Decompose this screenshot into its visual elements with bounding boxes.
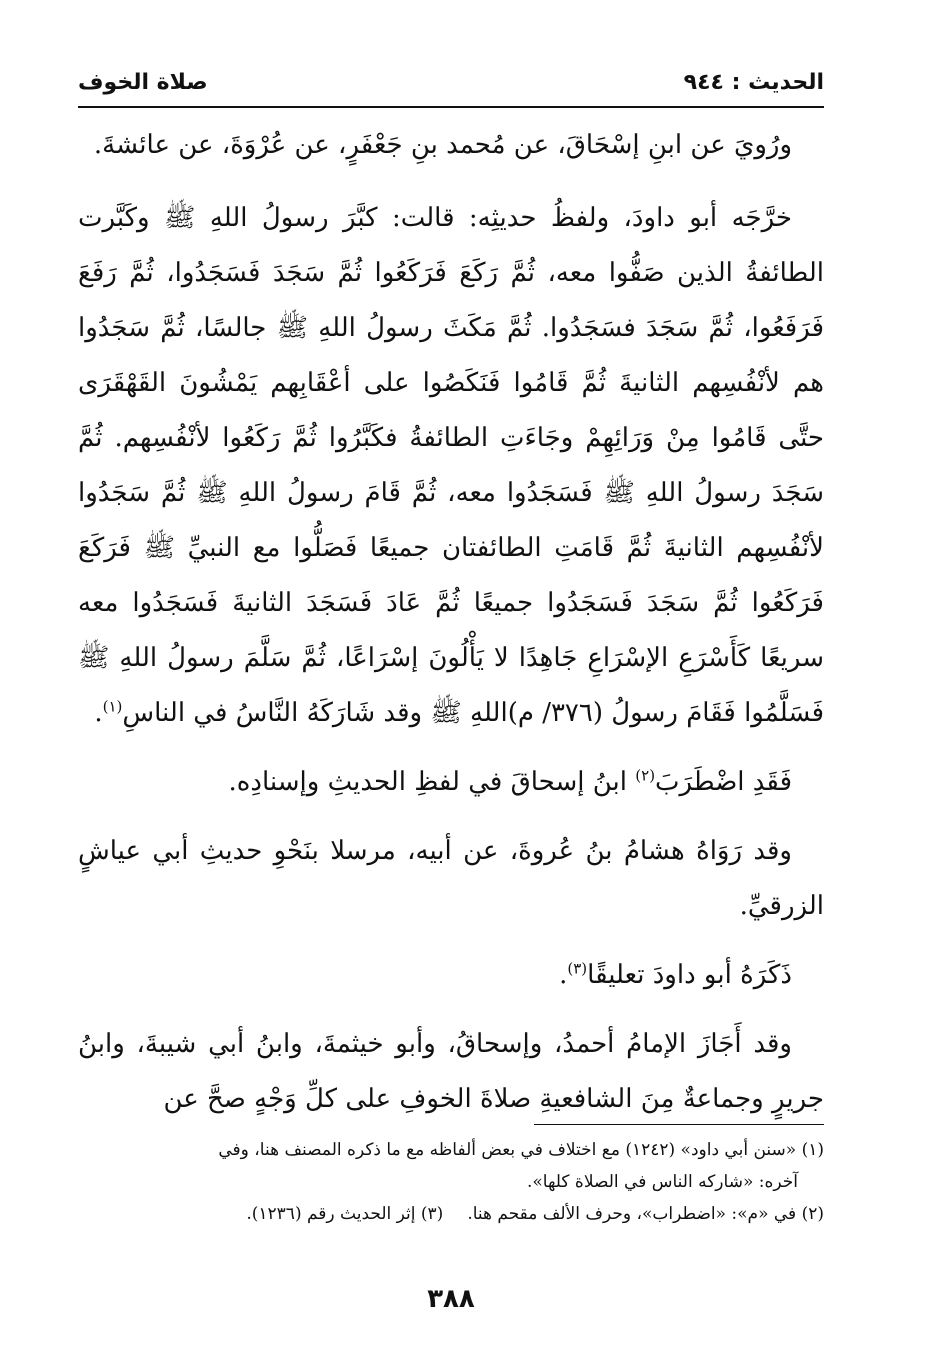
paragraph-text: وقد رَوَاهُ هشامُ بنُ عُروةَ، عن أبيه، مرسلا بنَحْوِ حديثِ أبي عياشٍ الزرقيِّ.: [78, 836, 824, 921]
paragraph-narration: [78, 118, 824, 173]
page-number: ٣٨٨: [427, 1284, 475, 1314]
footnote-ref-3[interactable]: (٣): [567, 959, 588, 978]
paragraph-hisham: [78, 824, 824, 934]
footnotes: [78, 1134, 824, 1230]
footnote-1: [78, 1134, 824, 1166]
paragraph-imams: [78, 1017, 824, 1127]
paragraph-text-end: .: [559, 960, 568, 990]
paragraph-text: فَقَدِ اضْطَرَبَ: [655, 767, 792, 797]
main-text: [78, 118, 824, 1141]
footnote-ref-1[interactable]: (١): [102, 697, 123, 716]
paragraph-hadith: [78, 191, 824, 741]
footnote-1-text: (١) «سنن أبي داود» (١٢٤٢) مع اختلاف في بعض ألفاظه مع ما ذكره المصنف هنا، وفي: [218, 1140, 824, 1160]
paragraph-idtirab: [78, 755, 824, 810]
footnote-divider: [534, 1124, 824, 1125]
running-header: [78, 66, 824, 108]
footnote-2: (٢) في «م»: «اضطراب»، وحرف الألف مقحم هنا.: [467, 1204, 824, 1224]
paragraph-text: وقد أَجَازَ الإمامُ أحمدُ، وإسحاقُ، وأبو خيثمةَ، وابنُ أبي شيبةَ، وابنُ جريرٍ وجماعةٌ مِنَ الشافعيةِ صلاةَ الخوفِ على كلِّ وَجْهٍ صحَّ عن: [78, 1029, 824, 1114]
hadith-number: الحديث : ٩٤٤: [683, 70, 824, 95]
footnote-1-continued: [78, 1166, 824, 1198]
footnote-2-3-line: [78, 1198, 824, 1230]
section-title: صلاة الخوف: [78, 70, 208, 95]
book-page: [78, 0, 824, 1359]
footnote-3: (٣) إثر الحديث رقم (١٢٣٦).: [246, 1204, 444, 1224]
footnote-ref-2[interactable]: (٢): [635, 766, 656, 785]
footnote-1-text-end: آخره: «شاركه الناس في الصلاة كلها».: [526, 1172, 798, 1192]
paragraph-text-end: ابنُ إسحاقَ في لفظِ الحديثِ وإسنادِه.: [228, 767, 636, 797]
paragraph-abu-dawud: [78, 948, 824, 1003]
paragraph-text-end: .: [94, 698, 103, 728]
paragraph-text: ذَكَرَهُ أبو داودَ تعليقًا: [587, 960, 792, 990]
paragraph-text: ورُويَ عن ابنِ إسْحَاقَ، عن مُحمد بنِ جَعْفَرٍ، عن عُرْوَةَ، عن عائشةَ.: [93, 130, 792, 160]
paragraph-text: خرَّجَه أبو داودَ، ولفظُ حديثِه: قالت: كبَّرَ رسولُ اللهِ ﷺ وكَبَّرت الطائفةُ الذين صَفُّوا معه، ثُمَّ رَكَعَ فَرَكَعُوا ثُمَّ سَجَدَ فَسَجَدُوا، ثُمَّ رَفَعَ فَرَفَعُوا، ثُمَّ سَجَدَ فسَجَدُوا. ثُمَّ مَكَثَ رسولُ اللهِ ﷺ جالسًا، ثُمَّ سَجَدُوا هم لأنْفُسِهم الثانيةَ ثُمَّ قَامُوا فَنَكَصُوا على أعْقَابِهم يَمْشُونَ القَهْقَرَى حتَّى قَامُوا مِنْ وَرَائِهِمْ وجَاءَتِ الطائفةُ فكَبَّرُوا ثُمَّ رَكَعُوا لأنْفُسِهم. ثُمَّ سَجَدَ رسولُ اللهِ ﷺ فَسَجَدُوا معه، ثُمَّ قَامَ رسولُ اللهِ ﷺ ثُمَّ سَجَدُوا لأنْفُسِهم الثانيةَ ثُمَّ قَامَتِ الطائفتان جميعًا فَصَلُّوا مع النبيِّ ﷺ فَرَكَعَ فَرَكَعُوا ثُمَّ سَجَدَ فَسَجَدُوا جميعًا ثُمَّ عَادَ فَسَجَدَ الثانيةَ فَسَجَدُوا معه سريعًا كَأَسْرَعِ الإسْرَاعِ جَاهِدًا لا يَأْلُونَ إسْرَاعًا، ثُمَّ سَلَّمَ رسولُ اللهِ ﷺ فَسَلَّمُوا فَقَامَ رسولُ (٣٧٦/ م)اللهِ ﷺ وقد شَارَكَهُ النَّاسُ في الناسِ: [78, 203, 824, 728]
